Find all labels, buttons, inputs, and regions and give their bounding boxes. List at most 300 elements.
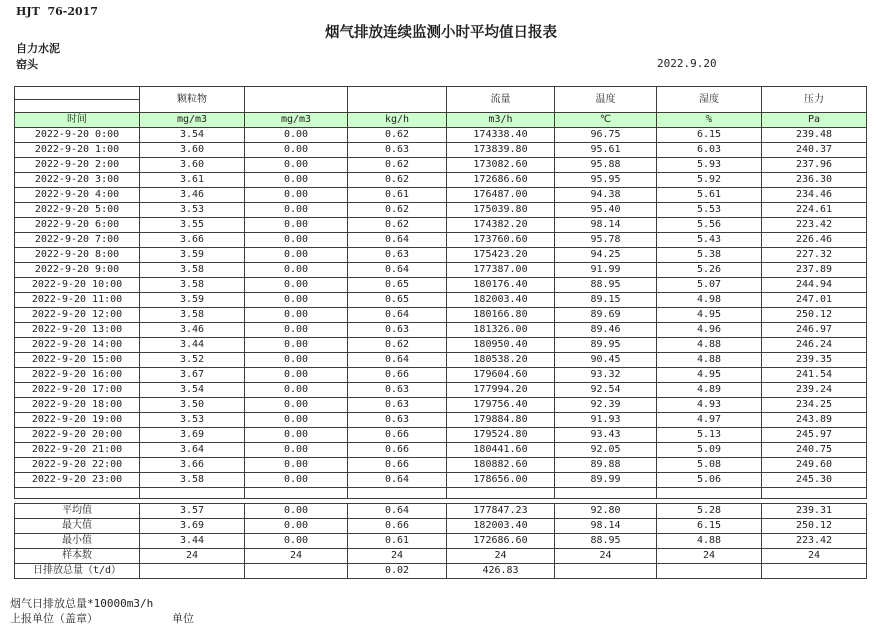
value-cell: 0.00: [245, 128, 348, 143]
value-cell: 3.58: [140, 278, 245, 293]
value-cell: 180538.20: [447, 353, 555, 368]
value-cell: 3.58: [140, 308, 245, 323]
value-cell: 0.62: [348, 203, 447, 218]
unit-header-cell: kg/h: [348, 113, 447, 128]
value-cell: 24: [140, 549, 245, 564]
value-cell: 88.95: [555, 534, 657, 549]
flow-total-note: 烟气日排放总量*10000m3/h: [10, 597, 154, 610]
summary-row: [15, 564, 867, 579]
value-cell: 227.32: [762, 248, 867, 263]
hourly-data-row: [15, 293, 867, 308]
report-table: [14, 86, 867, 499]
unit-header-row: [15, 113, 867, 128]
value-cell: 0.61: [348, 188, 447, 203]
time-column-header: 时间: [15, 113, 140, 128]
value-cell: 426.83: [447, 564, 555, 579]
value-cell: 0.00: [245, 308, 348, 323]
value-cell: 0.00: [245, 519, 348, 534]
header-pressure: 压力: [762, 87, 867, 113]
value-cell: 5.26: [657, 263, 762, 278]
value-cell: 95.40: [555, 203, 657, 218]
value-cell: 0.02: [348, 564, 447, 579]
value-cell: 0.65: [348, 278, 447, 293]
value-cell: 0.63: [348, 383, 447, 398]
summary-row: [15, 534, 867, 549]
hourly-data-row: [15, 428, 867, 443]
value-cell: [555, 488, 657, 499]
unit-label: 单位: [172, 612, 194, 625]
value-cell: 182003.40: [447, 293, 555, 308]
value-cell: 239.31: [762, 504, 867, 519]
value-cell: 224.61: [762, 203, 867, 218]
unit-header-cell: mg/m3: [245, 113, 348, 128]
hourly-data-row: [15, 458, 867, 473]
value-cell: 0.00: [245, 218, 348, 233]
hourly-data-row: [15, 188, 867, 203]
value-cell: 5.92: [657, 173, 762, 188]
value-cell: 5.53: [657, 203, 762, 218]
value-cell: 91.99: [555, 263, 657, 278]
value-cell: 0.00: [245, 473, 348, 488]
summary-row: [15, 549, 867, 564]
header-particulate: 颗粒物: [140, 87, 245, 113]
value-cell: [140, 564, 245, 579]
report-date: 2022.9.20: [657, 57, 717, 70]
value-cell: 4.98: [657, 293, 762, 308]
value-cell: 0.64: [348, 233, 447, 248]
value-cell: 0.00: [245, 203, 348, 218]
value-cell: 89.99: [555, 473, 657, 488]
value-cell: 89.95: [555, 338, 657, 353]
value-cell: 3.44: [140, 338, 245, 353]
report-table-area: [14, 86, 867, 579]
row-label-cell: 2022-9-20 1:00: [15, 143, 140, 158]
value-cell: 5.38: [657, 248, 762, 263]
value-cell: 0.00: [245, 458, 348, 473]
value-cell: 236.30: [762, 173, 867, 188]
value-cell: 0.64: [348, 473, 447, 488]
value-cell: 5.43: [657, 233, 762, 248]
value-cell: 94.25: [555, 248, 657, 263]
value-cell: 5.09: [657, 443, 762, 458]
value-cell: 0.00: [245, 278, 348, 293]
value-cell: 88.95: [555, 278, 657, 293]
value-cell: 0.64: [348, 263, 447, 278]
value-cell: [348, 488, 447, 499]
value-cell: 175039.80: [447, 203, 555, 218]
value-cell: 0.66: [348, 519, 447, 534]
value-cell: 0.62: [348, 338, 447, 353]
value-cell: 234.46: [762, 188, 867, 203]
value-cell: 3.57: [140, 504, 245, 519]
value-cell: 4.96: [657, 323, 762, 338]
value-cell: 0.63: [348, 398, 447, 413]
value-cell: 0.00: [245, 428, 348, 443]
header-humidity: 湿度: [657, 87, 762, 113]
hourly-data-row: [15, 128, 867, 143]
row-label-cell: 2022-9-20 15:00: [15, 353, 140, 368]
value-cell: 5.93: [657, 158, 762, 173]
value-cell: 175423.20: [447, 248, 555, 263]
value-cell: 24: [348, 549, 447, 564]
value-cell: 3.52: [140, 353, 245, 368]
value-cell: 3.55: [140, 218, 245, 233]
value-cell: 180166.80: [447, 308, 555, 323]
row-label-cell: 2022-9-20 5:00: [15, 203, 140, 218]
value-cell: [762, 488, 867, 499]
value-cell: 0.64: [348, 308, 447, 323]
value-cell: [245, 488, 348, 499]
value-cell: 237.89: [762, 263, 867, 278]
row-label-cell: 2022-9-20 13:00: [15, 323, 140, 338]
value-cell: 180176.40: [447, 278, 555, 293]
hourly-data-row: [15, 308, 867, 323]
value-cell: 180882.60: [447, 458, 555, 473]
value-cell: 0.65: [348, 293, 447, 308]
value-cell: 243.89: [762, 413, 867, 428]
value-cell: 3.58: [140, 473, 245, 488]
value-cell: [140, 488, 245, 499]
value-cell: 180950.40: [447, 338, 555, 353]
row-label-cell: 最小值: [15, 534, 140, 549]
value-cell: 177387.00: [447, 263, 555, 278]
company-name: 自力水泥: [16, 42, 60, 55]
value-cell: 4.95: [657, 308, 762, 323]
value-cell: 6.03: [657, 143, 762, 158]
value-cell: 234.25: [762, 398, 867, 413]
summary-row: [15, 519, 867, 534]
value-cell: 3.44: [140, 534, 245, 549]
value-cell: 0.00: [245, 413, 348, 428]
row-label-cell: 2022-9-20 11:00: [15, 293, 140, 308]
value-cell: 6.15: [657, 519, 762, 534]
value-cell: 3.58: [140, 263, 245, 278]
value-cell: 92.05: [555, 443, 657, 458]
value-cell: 179524.80: [447, 428, 555, 443]
value-cell: 98.14: [555, 519, 657, 534]
value-cell: 4.89: [657, 383, 762, 398]
report-title: 烟气排放连续监测小时平均值日报表: [325, 25, 557, 41]
value-cell: 4.95: [657, 368, 762, 383]
hourly-data-row: [15, 473, 867, 488]
summary-row: [15, 504, 867, 519]
unit-header-cell: m3/h: [447, 113, 555, 128]
row-label-cell: 2022-9-20 18:00: [15, 398, 140, 413]
value-cell: 181326.00: [447, 323, 555, 338]
value-cell: 24: [657, 549, 762, 564]
value-cell: 0.00: [245, 143, 348, 158]
row-label-cell: 最大值: [15, 519, 140, 534]
value-cell: 0.62: [348, 158, 447, 173]
value-cell: 94.38: [555, 188, 657, 203]
value-cell: 241.54: [762, 368, 867, 383]
value-cell: 0.66: [348, 428, 447, 443]
value-cell: 0.64: [348, 353, 447, 368]
value-cell: [447, 488, 555, 499]
header-temperature: 温度: [555, 87, 657, 113]
row-label-cell: 2022-9-20 14:00: [15, 338, 140, 353]
row-label-cell: 2022-9-20 0:00: [15, 128, 140, 143]
value-cell: 89.46: [555, 323, 657, 338]
value-cell: 172686.60: [447, 173, 555, 188]
hourly-data-row: [15, 353, 867, 368]
row-label-cell: 日排放总量（t/d）: [15, 564, 140, 579]
value-cell: 91.93: [555, 413, 657, 428]
monitoring-point: 窑头: [16, 58, 38, 71]
value-cell: 245.30: [762, 473, 867, 488]
value-cell: 179756.40: [447, 398, 555, 413]
value-cell: 0.63: [348, 413, 447, 428]
value-cell: 96.75: [555, 128, 657, 143]
row-label-cell: 2022-9-20 2:00: [15, 158, 140, 173]
hourly-data-row: [15, 278, 867, 293]
value-cell: 4.88: [657, 338, 762, 353]
unit-header-cell: Pa: [762, 113, 867, 128]
value-cell: 173082.60: [447, 158, 555, 173]
value-cell: [657, 488, 762, 499]
value-cell: 0.00: [245, 398, 348, 413]
value-cell: 0.63: [348, 143, 447, 158]
value-cell: [657, 564, 762, 579]
value-cell: 0.00: [245, 293, 348, 308]
value-cell: 180441.60: [447, 443, 555, 458]
value-cell: 3.54: [140, 128, 245, 143]
header-blank-cell-top: [15, 87, 140, 100]
value-cell: 4.93: [657, 398, 762, 413]
header-flow: 流量: [447, 87, 555, 113]
value-cell: 0.00: [245, 353, 348, 368]
unit-header-cell: mg/m3: [140, 113, 245, 128]
value-cell: 240.37: [762, 143, 867, 158]
value-cell: 5.56: [657, 218, 762, 233]
spacer-row: [15, 488, 867, 499]
value-cell: 0.00: [245, 534, 348, 549]
value-cell: 4.88: [657, 353, 762, 368]
row-label-cell: 2022-9-20 4:00: [15, 188, 140, 203]
row-label-cell: 2022-9-20 9:00: [15, 263, 140, 278]
row-label-cell: 2022-9-20 7:00: [15, 233, 140, 248]
value-cell: 239.35: [762, 353, 867, 368]
value-cell: 177994.20: [447, 383, 555, 398]
value-cell: 0.62: [348, 173, 447, 188]
value-cell: 6.15: [657, 128, 762, 143]
value-cell: 0.00: [245, 383, 348, 398]
value-cell: 95.88: [555, 158, 657, 173]
row-label-cell: 2022-9-20 8:00: [15, 248, 140, 263]
value-cell: 92.80: [555, 504, 657, 519]
value-cell: 0.00: [245, 504, 348, 519]
row-label-cell: 2022-9-20 22:00: [15, 458, 140, 473]
value-cell: 0.63: [348, 323, 447, 338]
value-cell: 3.60: [140, 143, 245, 158]
value-cell: 247.01: [762, 293, 867, 308]
hourly-data-row: [15, 338, 867, 353]
value-cell: 0.00: [245, 248, 348, 263]
value-cell: 95.95: [555, 173, 657, 188]
hourly-data-row: [15, 323, 867, 338]
hourly-data-row: [15, 413, 867, 428]
value-cell: 246.97: [762, 323, 867, 338]
value-cell: 0.62: [348, 128, 447, 143]
row-label-cell: 2022-9-20 21:00: [15, 443, 140, 458]
value-cell: 5.61: [657, 188, 762, 203]
value-cell: 24: [447, 549, 555, 564]
value-cell: 245.97: [762, 428, 867, 443]
reporting-unit-label: 上报单位（盖章）: [10, 612, 98, 625]
value-cell: 223.42: [762, 218, 867, 233]
value-cell: 24: [555, 549, 657, 564]
hourly-data-row: [15, 218, 867, 233]
value-cell: 5.06: [657, 473, 762, 488]
value-cell: 0.00: [245, 443, 348, 458]
value-cell: 0.00: [245, 338, 348, 353]
unit-header-cell: ℃: [555, 113, 657, 128]
row-label-cell: 2022-9-20 19:00: [15, 413, 140, 428]
value-cell: 3.64: [140, 443, 245, 458]
value-cell: 3.67: [140, 368, 245, 383]
value-cell: 3.66: [140, 233, 245, 248]
value-cell: 93.32: [555, 368, 657, 383]
value-cell: 89.15: [555, 293, 657, 308]
value-cell: 250.12: [762, 519, 867, 534]
value-cell: 244.94: [762, 278, 867, 293]
header-blank-col3: [245, 87, 348, 113]
hourly-data-row: [15, 383, 867, 398]
value-cell: 0.00: [245, 323, 348, 338]
row-label-cell: 2022-9-20 23:00: [15, 473, 140, 488]
value-cell: 179884.80: [447, 413, 555, 428]
value-cell: 3.69: [140, 519, 245, 534]
value-cell: 0.61: [348, 534, 447, 549]
hourly-data-row: [15, 263, 867, 278]
value-cell: 3.61: [140, 173, 245, 188]
value-cell: 174382.20: [447, 218, 555, 233]
value-cell: 0.66: [348, 368, 447, 383]
value-cell: 0.00: [245, 263, 348, 278]
value-cell: 5.13: [657, 428, 762, 443]
hourly-data-row: [15, 203, 867, 218]
value-cell: 174338.40: [447, 128, 555, 143]
value-cell: 3.60: [140, 158, 245, 173]
summary-table: [14, 503, 867, 579]
value-cell: [245, 564, 348, 579]
value-cell: 239.48: [762, 128, 867, 143]
hourly-data-row: [15, 233, 867, 248]
value-cell: 95.78: [555, 233, 657, 248]
header-blank-col4: [348, 87, 447, 113]
value-cell: 3.46: [140, 323, 245, 338]
value-cell: 0.62: [348, 218, 447, 233]
row-label-cell: [15, 488, 140, 499]
standard-number: HJT 76-2017: [16, 5, 98, 18]
value-cell: 3.53: [140, 413, 245, 428]
hourly-data-row: [15, 368, 867, 383]
hourly-data-row: [15, 248, 867, 263]
value-cell: 3.59: [140, 293, 245, 308]
value-cell: [762, 564, 867, 579]
header-blank-cell-bottom: [15, 100, 140, 113]
value-cell: 0.00: [245, 158, 348, 173]
value-cell: 172686.60: [447, 534, 555, 549]
row-label-cell: 2022-9-20 10:00: [15, 278, 140, 293]
value-cell: 177847.23: [447, 504, 555, 519]
value-cell: 179604.60: [447, 368, 555, 383]
value-cell: 24: [762, 549, 867, 564]
value-cell: 182003.40: [447, 519, 555, 534]
value-cell: 5.07: [657, 278, 762, 293]
hourly-data-row: [15, 158, 867, 173]
value-cell: 246.24: [762, 338, 867, 353]
group-header-row: [15, 87, 867, 100]
value-cell: 3.69: [140, 428, 245, 443]
value-cell: 24: [245, 549, 348, 564]
value-cell: 3.50: [140, 398, 245, 413]
value-cell: 240.75: [762, 443, 867, 458]
value-cell: 249.60: [762, 458, 867, 473]
value-cell: 223.42: [762, 534, 867, 549]
value-cell: 0.66: [348, 458, 447, 473]
hourly-data-row: [15, 143, 867, 158]
value-cell: 176487.00: [447, 188, 555, 203]
value-cell: 5.08: [657, 458, 762, 473]
value-cell: 3.46: [140, 188, 245, 203]
row-label-cell: 2022-9-20 17:00: [15, 383, 140, 398]
hourly-data-row: [15, 398, 867, 413]
row-label-cell: 2022-9-20 16:00: [15, 368, 140, 383]
value-cell: 3.53: [140, 203, 245, 218]
value-cell: 5.28: [657, 504, 762, 519]
value-cell: 237.96: [762, 158, 867, 173]
value-cell: 0.00: [245, 233, 348, 248]
value-cell: 89.88: [555, 458, 657, 473]
value-cell: 0.00: [245, 188, 348, 203]
value-cell: 0.63: [348, 248, 447, 263]
row-label-cell: 2022-9-20 6:00: [15, 218, 140, 233]
value-cell: 3.59: [140, 248, 245, 263]
value-cell: 239.24: [762, 383, 867, 398]
row-label-cell: 平均值: [15, 504, 140, 519]
value-cell: 3.66: [140, 458, 245, 473]
unit-header-cell: %: [657, 113, 762, 128]
value-cell: 93.43: [555, 428, 657, 443]
value-cell: [555, 564, 657, 579]
value-cell: 0.00: [245, 173, 348, 188]
row-label-cell: 2022-9-20 3:00: [15, 173, 140, 188]
value-cell: 0.66: [348, 443, 447, 458]
value-cell: 92.54: [555, 383, 657, 398]
row-label-cell: 样本数: [15, 549, 140, 564]
row-label-cell: 2022-9-20 12:00: [15, 308, 140, 323]
value-cell: 250.12: [762, 308, 867, 323]
value-cell: 178656.00: [447, 473, 555, 488]
row-label-cell: 2022-9-20 20:00: [15, 428, 140, 443]
value-cell: 92.39: [555, 398, 657, 413]
value-cell: 90.45: [555, 353, 657, 368]
value-cell: 0.64: [348, 504, 447, 519]
value-cell: 4.88: [657, 534, 762, 549]
value-cell: 89.69: [555, 308, 657, 323]
value-cell: 173760.60: [447, 233, 555, 248]
value-cell: 95.61: [555, 143, 657, 158]
hourly-data-row: [15, 443, 867, 458]
value-cell: 226.46: [762, 233, 867, 248]
hourly-data-row: [15, 173, 867, 188]
value-cell: 3.54: [140, 383, 245, 398]
value-cell: 0.00: [245, 368, 348, 383]
value-cell: 173839.80: [447, 143, 555, 158]
value-cell: 98.14: [555, 218, 657, 233]
value-cell: 4.97: [657, 413, 762, 428]
